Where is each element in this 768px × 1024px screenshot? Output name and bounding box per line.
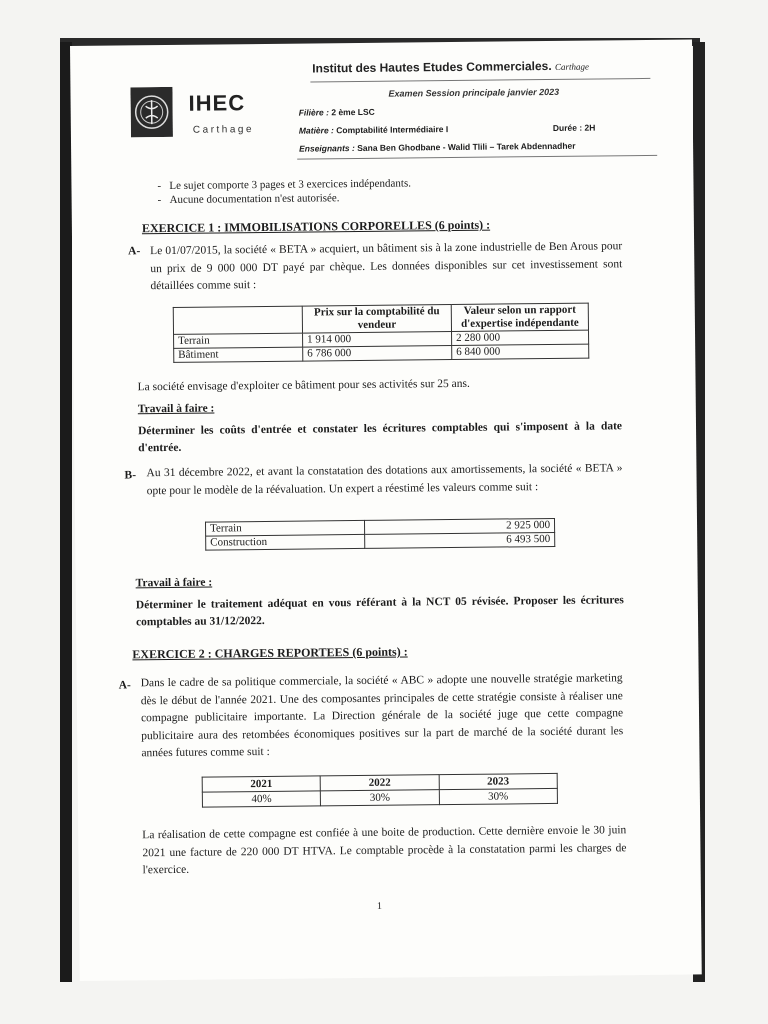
usage-duration-text: La société envisage d'exploiter ce bâtiment pour ses activités sur 25 ans. <box>137 377 470 394</box>
table-row: Bâtiment 6 786 000 6 840 000 <box>174 344 589 362</box>
session-line: Examen Session principale janvier 2023 <box>388 86 560 99</box>
enseignants-line: Enseignants : Sana Ben Ghodbane - Walid Tlili – Tarek Abdennadher <box>299 140 576 154</box>
ihec-emblem-icon <box>130 87 173 137</box>
table-header-seller-price: Prix sur la comptabilité du vendeur <box>302 305 451 334</box>
institute-name: Institut des Hautes Etudes Commerciales. Carthage <box>312 58 590 76</box>
part-a-label: A- <box>128 245 141 258</box>
year-header: 2023 <box>439 773 557 789</box>
production-invoice-text: La réalisation de cette compagne est confiée à une boite de production. Cette dernière envoie le 30 juin 2021 une facture de 220 000 DT HTVA. Le comptable procède à la constatation parmi les charges de l'exercice. <box>142 824 627 877</box>
list-item: - Aucune documentation n'est autorisée. <box>157 192 340 207</box>
table-header-expert-value: Valeur selon un rapport d'expertise indépendante <box>451 303 588 331</box>
part-b-label: B- <box>124 469 137 482</box>
task-2-text: Déterminer le traitement adéquat en vous référant à la NCT 05 révisée. Proposer les écritures comptables au 31/12/2022. <box>135 594 624 629</box>
exercise-1-part-b-text: Au 31 décembre 2022, et avant la constatation des dotations aux amortissements, la société « BETA » opte pour le modèle de la réévaluation. Un expert a réestimé les valeurs comme suit : <box>146 462 623 497</box>
revaluation-table <box>205 518 555 551</box>
exercise-2-part-a-text: Dans le cadre de sa politique commerciale, la société « ABC » adopte une nouvelle stratégie marketing dès le début de l'année 2021. Une des composantes principales de cette stratégie consiste à réaliser une compagne publicitaire importante. La Direction générale de la société juge que cette compagne publicitaire aura des retombées économiques positives sur la part de marché de la société durant les années futures comme suit : <box>140 672 624 760</box>
table-header-empty <box>173 306 302 334</box>
logo-text: IHEC <box>188 90 246 116</box>
travail-heading-1: Travail à faire : <box>137 402 215 416</box>
table-row: Terrain 2 925 000 <box>205 518 554 536</box>
valuation-table <box>173 303 590 363</box>
market-share-table <box>202 773 558 808</box>
filiere-line: Filière : 2 ème LSC <box>298 106 375 118</box>
year-header: 2021 <box>202 776 320 792</box>
year-header: 2022 <box>320 775 438 791</box>
exercise-1-title: EXERCICE 1 : IMMOBILISATIONS CORPORELLES (6 points) : <box>141 217 491 236</box>
list-item: - Le sujet comporte 3 pages et 3 exercices indépendants. <box>157 177 412 193</box>
scan-edge-left <box>60 42 72 982</box>
table-row: 40% 30% 30% <box>202 788 557 807</box>
task-1-text: Déterminer les coûts d'entrée et constater les écritures comptables qui s'imposent à la date d'entrée. <box>137 420 623 455</box>
table-row: Construction 6 493 500 <box>206 532 555 550</box>
exercise-1-part-a-text: Le 01/07/2015, la société « BETA » acquiert, un bâtiment sis à la zone industrielle de Ben Arous pour un prix de 9 000 000 DT payé par chèque. Les données disponibles sur cet investissement sont détaillées comme suit : <box>150 240 623 293</box>
exam-page <box>70 39 702 980</box>
instructions-list <box>157 176 411 207</box>
duree-line: Durée : 2H <box>552 122 596 133</box>
header-divider <box>310 78 650 83</box>
matiere-line: Matière : Comptabilité Intermédiaire I <box>298 124 449 136</box>
ex2-part-a-label: A- <box>118 679 131 692</box>
table-row: Terrain 1 914 000 2 280 000 <box>174 330 589 348</box>
header-divider-bottom <box>297 155 657 160</box>
logo-subtext: Carthage <box>192 124 255 136</box>
travail-heading-2: Travail à faire : <box>135 576 213 590</box>
exercise-2-title: EXERCICE 2 : CHARGES REPORTEES (6 points) : <box>132 644 408 662</box>
page-number: 1 <box>376 900 383 912</box>
